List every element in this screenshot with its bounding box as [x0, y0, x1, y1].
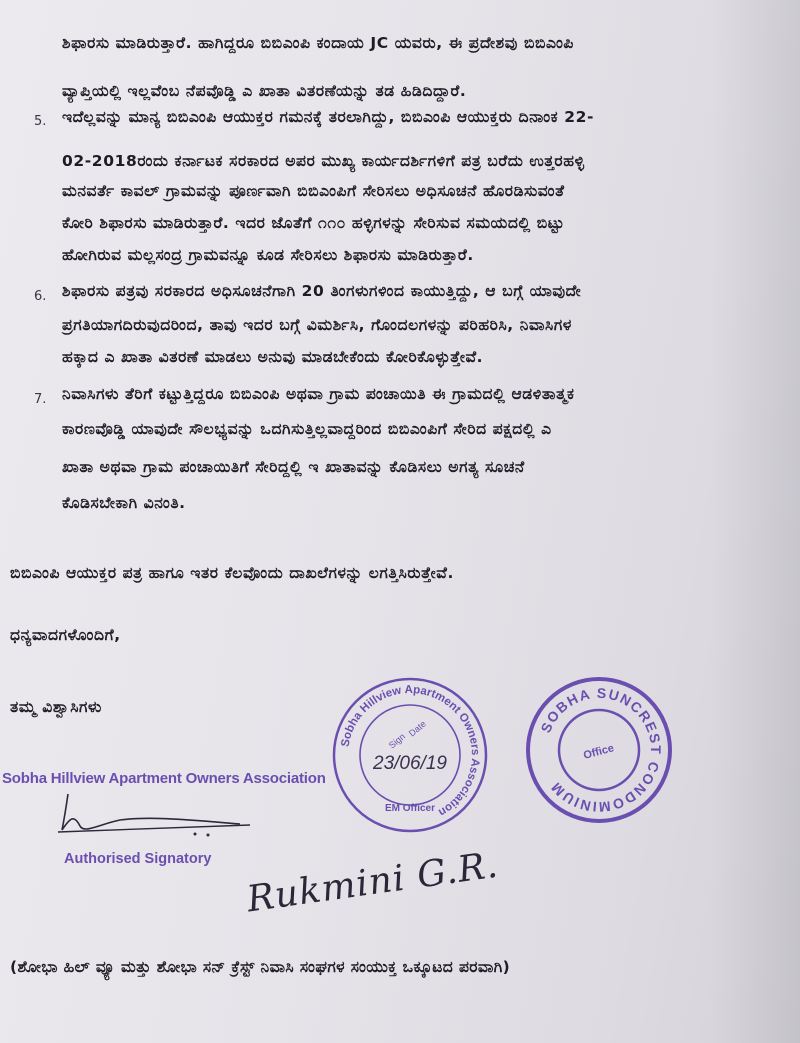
authorised-signatory: Authorised Signatory: [64, 851, 212, 867]
enclosure-note: ಬಿಬಿಎಂಪಿ ಆಯುಕ್ತರ ಪತ್ರ ಹಾಗೂ ಇತರ ಕೆಲವೊಂದು ದಾಖಲೆಗಳನ್ನು ಲಗತ್ತಿಸಿರುತ್ತೇವೆ.: [10, 564, 454, 582]
paragraph-line: ಪ್ರಗತಿಯಾಗದಿರುವುದರಿಂದ, ತಾವು ಇದರ ಬಗ್ಗೆ ವಿಮರ್ಶಿಸಿ, ಗೊಂದಲಗಳನ್ನು ಪರಿಹರಿಸಿ, ನಿವಾಸಿಗಳ: [62, 316, 572, 334]
paragraph-line: ಕೋರಿ ಶಿಫಾರಸು ಮಾಡಿರುತ್ತಾರೆ. ಇದರ ಜೊತೆಗೆ ೧೧೦ ಹಳ್ಳಿಗಳನ್ನು ಸೇರಿಸುವ ಸಮಯದಲ್ಲಿ ಬಿಟ್ಟು: [62, 214, 565, 232]
list-number: 5.: [34, 114, 47, 129]
page-shadow: [710, 0, 800, 1043]
paragraph-line: ಕಾರಣವೊಡ್ಡಿ ಯಾವುದೇ ಸೌಲಭ್ಯವನ್ನು ಒದಗಿಸುತ್ತಿಲ್ಲವಾದ್ದರಿಂದ ಬಿಬಿಎಂಪಿಗೆ ಸೇರಿದ ಪಕ್ಷದಲ್ಲಿ ಎ: [62, 420, 552, 438]
suncrest-stamp: [524, 675, 674, 825]
paragraph-line: ಕೊಡಿಸಬೇಕಾಗಿ ವಿನಂತಿ.: [62, 494, 186, 512]
footer-note: (ಶೋಭಾ ಹಿಲ್ ವ್ಯೂ ಮತ್ತು ಶೋಭಾ ಸನ್ ಕ್ರೆಸ್ಟ್ ನಿವಾಸಿ ಸಂಘಗಳ ಸಂಯುಕ್ತ ಒಕ್ಕೂಟದ ಪರವಾಗಿ): [10, 958, 511, 976]
hillview-stamp-bottom-text: EM Officer: [384, 803, 436, 814]
paragraph-line: ನಿವಾಸಿಗಳು ತೆರಿಗೆ ಕಟ್ಟುತ್ತಿದ್ದರೂ ಬಿಬಿಎಂಪಿ ಅಥವಾ ಗ್ರಾಮ ಪಂಚಾಯಿತಿ ಈ ಗ್ರಾಮದಲ್ಲಿ ಆಡಳಿತಾತ್ಮಕ: [62, 385, 575, 403]
paragraph-line: ಶಿಫಾರಸು ಮಾಡಿರುತ್ತಾರೆ. ಹಾಗಿದ್ದರೂ ಬಿಬಿಎಂಪಿ ಕಂದಾಯ JC ಯವರು, ಈ ಪ್ರದೇಶವು ಬಿಬಿಎಂಪಿ: [62, 34, 574, 52]
hillview-stamp: [330, 675, 490, 835]
closing-salutation: ತಮ್ಮ ವಿಶ್ವಾಸಿಗಳು: [10, 698, 102, 716]
thanks-line: ಧನ್ಯವಾದಗಳೊಂದಿಗೆ,: [10, 626, 121, 644]
paragraph-line: ವ್ಯಾಪ್ತಿಯಲ್ಲಿ ಇಲ್ಲವೆಂಬ ನೆಪವೊಡ್ಡಿ ಎ ಖಾತಾ ವಿತರಣೆಯನ್ನು ತಡ ಹಿಡಿದಿದ್ದಾರೆ.: [62, 82, 467, 100]
paragraph-line: ಇದೆಲ್ಲವನ್ನು ಮಾನ್ಯ ಬಿಬಿಎಂಪಿ ಆಯುಕ್ತರ ಗಮನಕ್ಕೆ ತರಲಾಗಿದ್ದು, ಬಿಬಿಎಂಪಿ ಆಯುಕ್ತರು ದಿನಾಂಕ 22-: [62, 108, 595, 126]
paragraph-line: ಶಿಫಾರಸು ಪತ್ರವು ಸರಕಾರದ ಅಧಿಸೂಚನೆಗಾಗಿ 20 ತಿಂಗಳುಗಳಿಂದ ಕಾಯುತ್ತಿದ್ದು, ಆ ಬಗ್ಗೆ ಯಾವುದೇ: [62, 282, 582, 300]
hillview-stamp-date: 23/06/19: [373, 753, 447, 774]
paragraph-line: 02-2018ರಂದು ಕರ್ನಾಟಕ ಸರಕಾರದ ಅಪರ ಮುಖ್ಯ ಕಾರ್ಯದರ್ಶಿಗಳಿಗೆ ಪತ್ರ ಬರೆದು ಉತ್ತರಹಳ್ಳಿ: [62, 152, 585, 170]
association-name: Sobha Hillview Apartment Owners Association: [2, 770, 326, 787]
paragraph-line: ಖಾತಾ ಅಥವಾ ಗ್ರಾಮ ಪಂಚಾಯಿತಿಗೆ ಸೇರಿದ್ದಲ್ಲಿ ಇ ಖಾತಾವನ್ನು ಕೊಡಿಸಲು ಅಗತ್ಯ ಸೂಚನೆ: [62, 458, 525, 476]
suncrest-stamp-center-text: Office: [582, 742, 616, 762]
suncrest-stamp-ring-text: SOBHA SUNCREST CONDOMINIUM: [537, 684, 665, 816]
hillview-stamp-sign-label: Sign: [386, 731, 408, 751]
paragraph-line: ಮನವರ್ತೆ ಕಾವಲ್ ಗ್ರಾಮವನ್ನು ಪೂರ್ಣವಾಗಿ ಬಿಬಿಎಂಪಿಗೆ ಸೇರಿಸಲು ಅಧಿಸೂಚನೆ ಹೊರಡಿಸುವಂತೆ: [62, 182, 565, 200]
hillview-stamp-date-label: Date: [406, 718, 428, 739]
signature-scribble: [40, 790, 270, 850]
paragraph-line: ಹಕ್ಕಾದ ಎ ಖಾತಾ ವಿತರಣೆ ಮಾಡಲು ಅನುವು ಮಾಡಬೇಕೆಂದು ಕೋರಿಕೊಳ್ಳುತ್ತೇವೆ.: [62, 348, 484, 366]
list-number: 6.: [34, 289, 47, 304]
handwritten-signature: Rukmini G.R.: [244, 844, 501, 921]
paragraph-line: ಹೋಗಿರುವ ಮಲ್ಲಸಂದ್ರ ಗ್ರಾಮವನ್ನೂ ಕೂಡ ಸೇರಿಸಲು ಶಿಫಾರಸು ಮಾಡಿರುತ್ತಾರೆ.: [62, 246, 474, 264]
hillview-stamp-ring-text: Sobha Hillview Apartment Owners Association: [339, 683, 482, 819]
list-number: 7.: [34, 392, 47, 407]
